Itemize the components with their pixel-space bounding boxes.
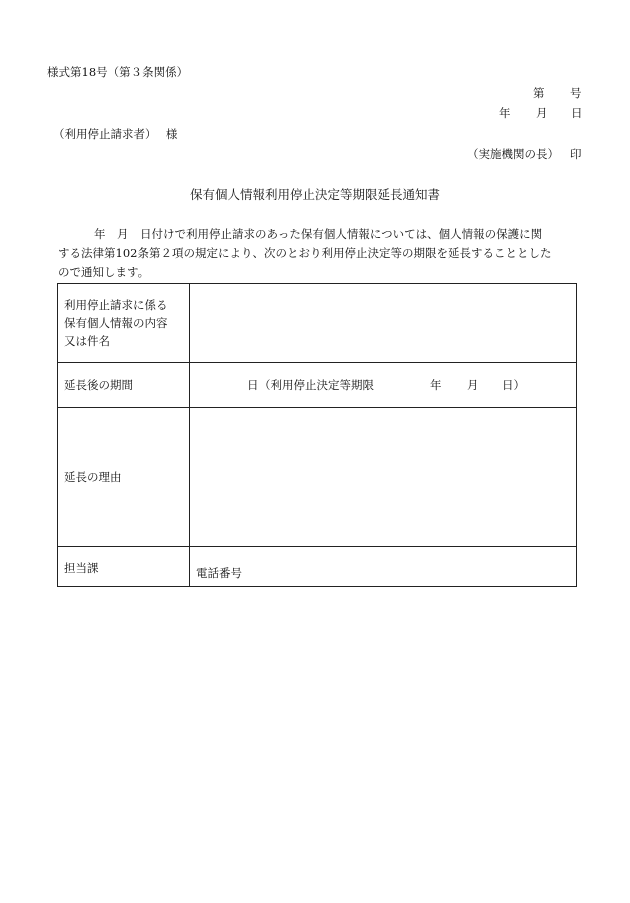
form-number: 様式第18号（第３条関係） [47,65,189,79]
document-title: 保有個人情報利用停止決定等期限延長通知書 [189,187,440,202]
date-year-label: 年 [499,106,511,120]
date-day-label: 日 [571,106,583,120]
period-label: 延長後の期間 [58,363,190,408]
department-label-cell [58,547,190,587]
department-label: 担当課 [64,561,99,575]
subject-label-line-1: 利用停止請求に係る [64,298,168,312]
period-deadline-label: （利用停止決定等期限 [259,378,374,392]
date-month-label: 月 [536,106,548,120]
subject-label-line-3: 又は件名 [64,334,110,348]
body-line-2: する法律第102条第２項の規定により、次のとおり利用停止決定等の期限を延長することとした [58,246,552,260]
table-row-department [58,547,577,587]
period-value-cell[interactable] [190,363,577,408]
notice-table [57,283,577,587]
subject-label [58,284,190,363]
phone-number-label: 電話番号 [196,566,242,580]
period-month-label: 月 [467,378,479,392]
body-line-3: ので通知します。 [58,265,150,279]
table-row-period [58,363,577,408]
reason-label: 延長の理由 [58,408,190,547]
issuer-name: （実施機関の長） [467,147,559,161]
seal-mark: 印 [570,147,582,161]
notice-body [58,225,583,282]
reason-value-cell[interactable] [190,408,577,547]
period-day-end-label: 日） [502,378,525,392]
department-value-cell[interactable] [190,547,577,587]
period-year-label: 年 [430,378,442,392]
document-number-suffix: 号 [570,86,582,100]
requester-addressee: （利用停止請求者） 様 [53,127,178,141]
table-row-subject [58,284,577,363]
subject-label-line-2: 保有個人情報の内容 [64,316,168,330]
subject-value-cell[interactable] [190,284,577,363]
period-day-label: 日 [247,378,259,392]
body-line-1: 年 月 日付けで利用停止請求のあった保有個人情報については、個人情報の保護に関 [94,227,543,241]
table-row-reason [58,408,577,547]
document-number-label: 第 [533,86,545,100]
